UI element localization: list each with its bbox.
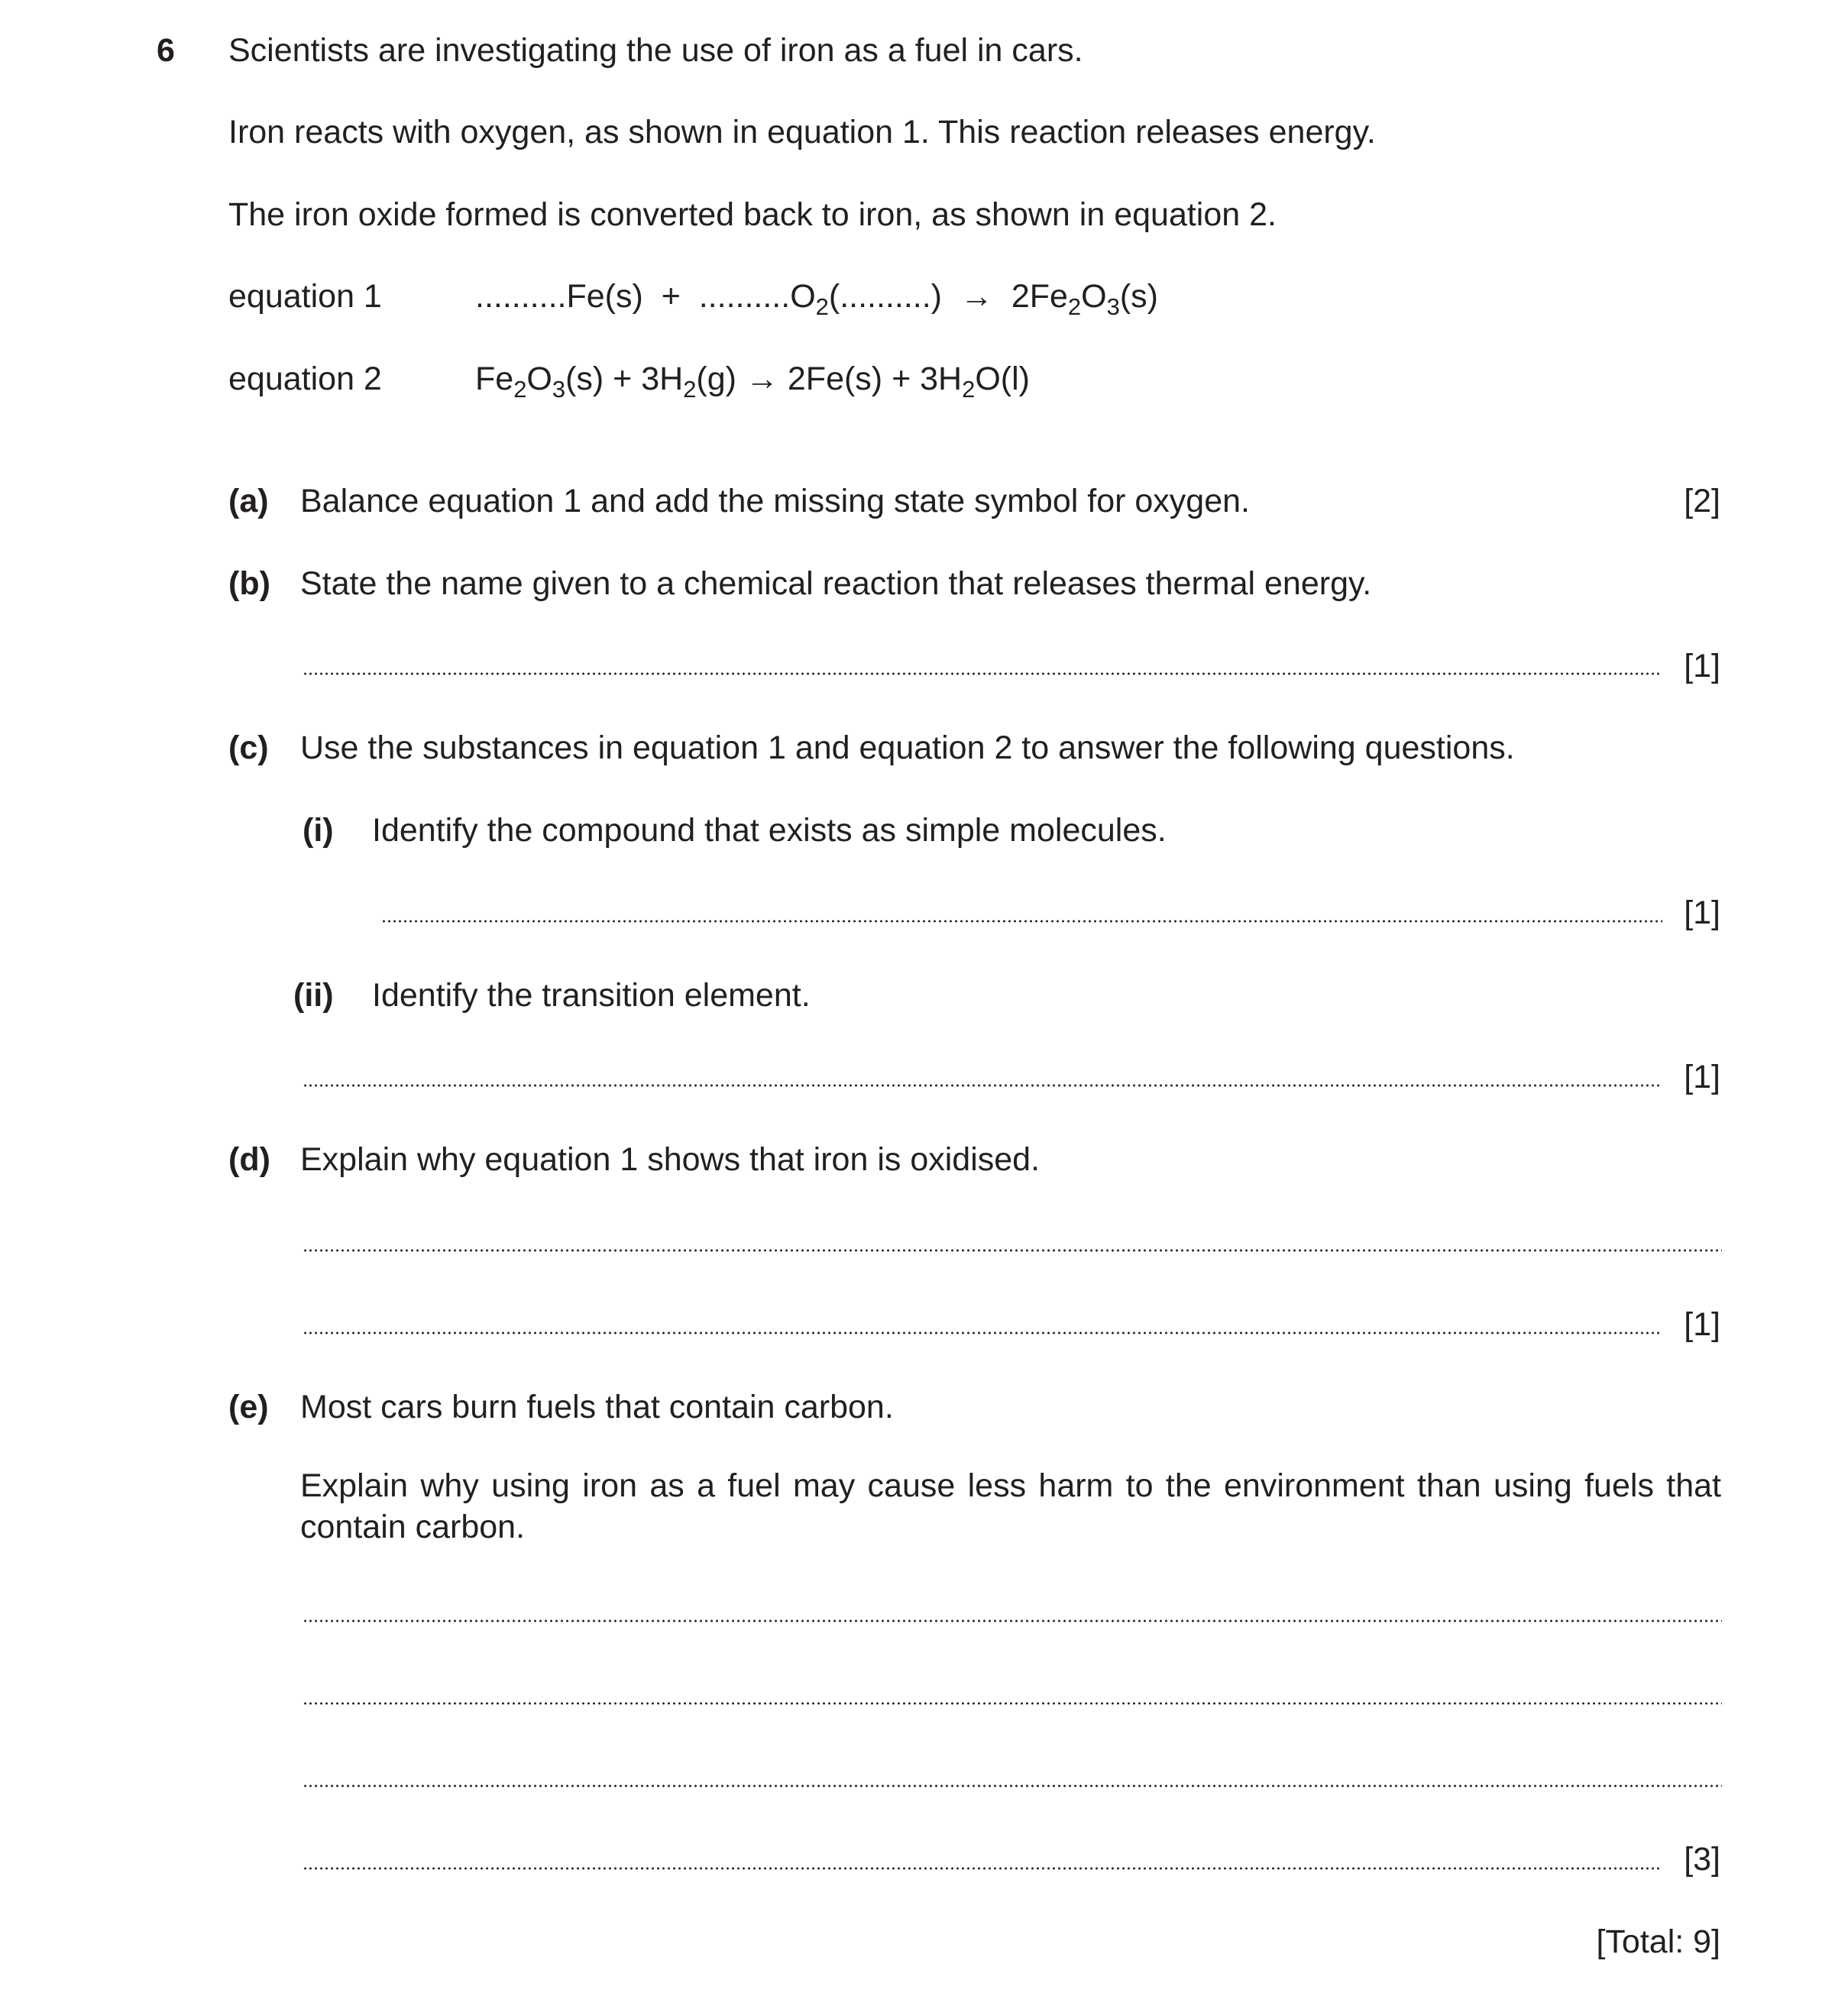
- part-d-answer-line-2[interactable]: [303, 1331, 1662, 1334]
- equation-1: $..........Fe(s) + ..........O_2(..........) \to 2Fe_2O_3(s)$: [475, 278, 1158, 320]
- part-c-ii-answer-line[interactable]: [303, 1084, 1662, 1087]
- part-c-i-marks: [1]: [1684, 895, 1720, 931]
- part-e-answer-line-4[interactable]: [303, 1867, 1662, 1870]
- part-c-ii-text: Identify the transition element.: [372, 977, 811, 1014]
- intro-line-1: Scientists are investigating the use of iron as a fuel in cars.: [228, 32, 1083, 69]
- part-a-text: Balance equation 1 and add the missing state symbol for oxygen.: [300, 483, 1250, 519]
- part-b-text: State the name given to a chemical reaction that releases thermal energy.: [300, 565, 1372, 602]
- part-c-i-label: (i): [303, 812, 334, 849]
- equation-2: $Fe_2O_3(s) + 3H_2(g) \to 2Fe(s) + 3H_2O(l)$: [475, 361, 1030, 403]
- part-c-ii-marks: [1]: [1684, 1059, 1720, 1095]
- part-e-text-2: Explain why using iron as a fuel may cause less harm to the environment than using fuels that contain carbon.: [300, 1467, 1721, 1545]
- part-a-label: (a): [228, 483, 269, 519]
- part-e-answer-line-3[interactable]: [303, 1784, 1722, 1787]
- part-e-label: (e): [228, 1389, 269, 1425]
- part-c-i-text: Identify the compound that exists as simple molecules.: [372, 812, 1167, 849]
- intro-line-3: The iron oxide formed is converted back to iron, as shown in equation 2.: [228, 196, 1277, 233]
- equation-2-label: equation 2: [228, 361, 382, 397]
- part-b-marks: [1]: [1684, 648, 1720, 684]
- intro-line-2: Iron reacts with oxygen, as shown in equation 1. This reaction releases energy.: [228, 114, 1376, 150]
- part-d-marks: [1]: [1684, 1306, 1720, 1343]
- part-c-label: (c): [228, 730, 269, 766]
- equation-1-label: equation 1: [228, 278, 382, 315]
- part-e-marks: [3]: [1684, 1841, 1720, 1878]
- part-a-marks: [2]: [1684, 483, 1720, 519]
- part-e-answer-line-2[interactable]: [303, 1702, 1722, 1705]
- equation-1-blank-state[interactable]: ..........: [840, 278, 931, 315]
- part-d-text: Explain why equation 1 shows that iron is oxidised.: [300, 1141, 1041, 1178]
- part-d-label: (d): [228, 1141, 270, 1178]
- part-e-text: Most cars burn fuels that contain carbon.: [300, 1389, 894, 1425]
- equation-1-blank-o2[interactable]: ..........: [698, 278, 791, 315]
- part-c-text: Use the substances in equation 1 and equation 2 to answer the following questions.: [300, 730, 1515, 766]
- part-e-answer-line-1[interactable]: [303, 1619, 1722, 1622]
- total-marks: [Total: 9]: [1596, 1923, 1720, 1960]
- equation-1-blank-fe[interactable]: ..........: [475, 278, 567, 315]
- part-d-answer-line-1[interactable]: [303, 1249, 1722, 1252]
- part-b-answer-line[interactable]: [303, 672, 1662, 675]
- part-b-label: (b): [228, 565, 270, 602]
- part-c-i-answer-line[interactable]: [381, 920, 1662, 923]
- question-number: 6: [157, 32, 175, 69]
- part-c-ii-label: (ii): [293, 977, 334, 1014]
